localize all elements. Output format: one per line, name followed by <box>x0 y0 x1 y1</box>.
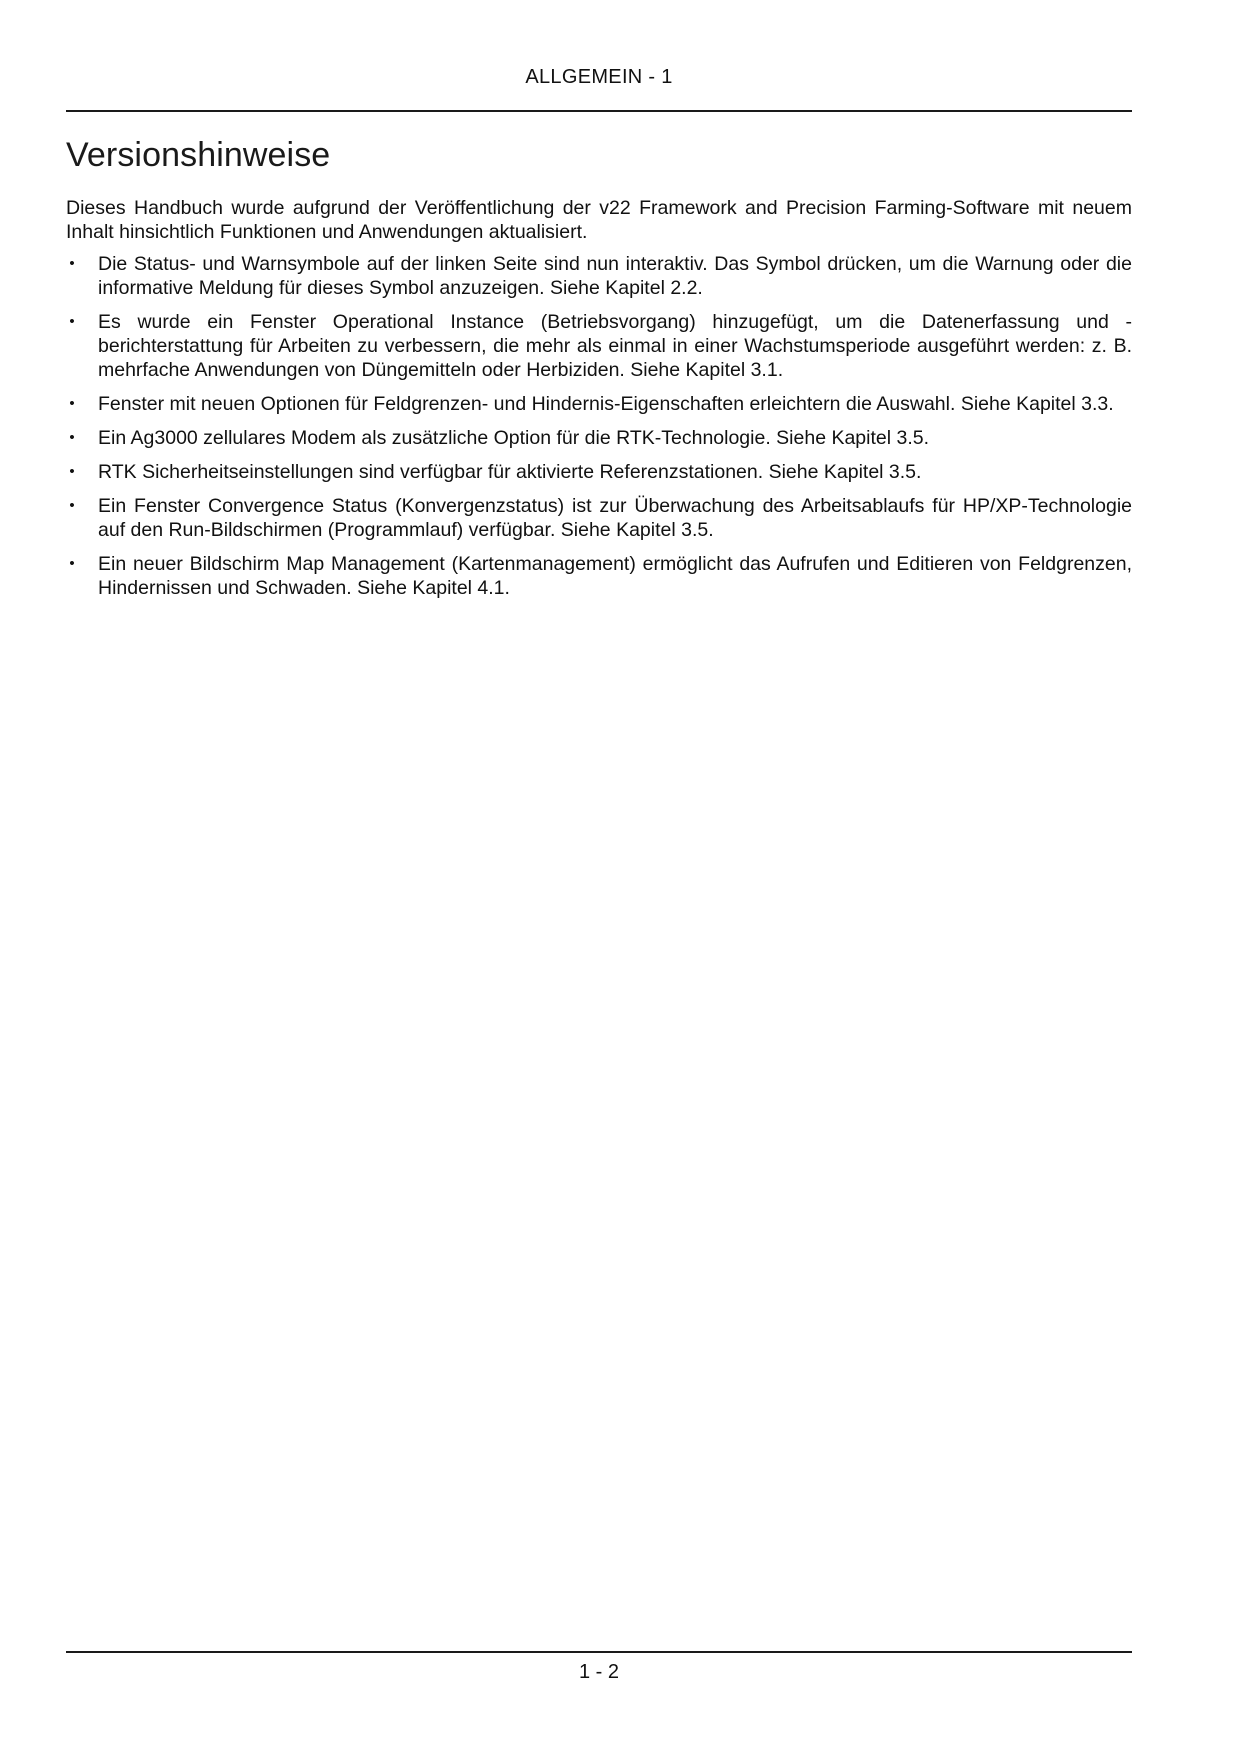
bullet-icon: • <box>69 463 75 480</box>
bullet-icon: • <box>69 497 75 514</box>
list-item <box>66 310 1132 382</box>
bullet-icon: • <box>69 255 75 272</box>
page-header: ALLGEMEIN - 1 <box>525 66 673 88</box>
list-item <box>66 460 1132 484</box>
list-item <box>66 252 1132 300</box>
page-title: Versionshinweise <box>66 136 331 174</box>
list-item <box>66 494 1132 542</box>
document-body <box>66 196 1132 610</box>
page-number: 1 - 2 <box>578 1661 620 1683</box>
list-item-text: Es wurde ein Fenster Operational Instance (Betriebsvorgang) hinzugefügt, um die Datenerfassung und -berichterstattung für Arbeiten zu verbessern, die mehr als einmal in einer Wachstumsperiode ausgeführt werden: z. B. mehrfache Anwendungen von Düngemitteln oder Herbiziden. Siehe Kapitel 3.1. <box>98 311 1132 381</box>
footer-divider <box>66 1651 1132 1653</box>
list-item <box>66 552 1132 600</box>
bullet-icon: • <box>69 395 75 412</box>
list-item-text: Ein Ag3000 zellulares Modem als zusätzliche Option für die RTK-Technologie. Siehe Kapitel 3.5. <box>98 427 930 449</box>
list-item <box>66 392 1132 416</box>
list-item-text: RTK Sicherheitseinstellungen sind verfügbar für aktivierte Referenzstationen. Siehe Kapitel 3.5. <box>98 461 922 483</box>
list-item-text: Fenster mit neuen Optionen für Feldgrenzen- und Hindernis-Eigenschaften erleichtern die Auswahl. Siehe Kapitel 3.3. <box>98 393 1114 415</box>
bullet-icon: • <box>69 429 75 446</box>
bullet-icon: • <box>69 555 75 572</box>
list-item-text: Die Status- und Warnsymbole auf der linken Seite sind nun interaktiv. Das Symbol drücken, um die Warnung oder die informative Meldung für dieses Symbol anzuzeigen. Siehe Kapitel 2.2. <box>98 253 1132 299</box>
intro-paragraph: Dieses Handbuch wurde aufgrund der Veröffentlichung der v22 Framework and Precision Farming-Software mit neuem Inhalt hinsichtlich Funktionen und Anwendungen aktualisiert. <box>66 197 1132 243</box>
release-notes-list <box>66 252 1132 600</box>
list-item-text: Ein neuer Bildschirm Map Management (Kartenmanagement) ermöglicht das Aufrufen und Editieren von Feldgrenzen, Hindernissen und Schwaden. Siehe Kapitel 4.1. <box>98 553 1132 599</box>
bullet-icon: • <box>69 313 75 330</box>
header-divider <box>66 110 1132 112</box>
list-item <box>66 426 1132 450</box>
list-item-text: Ein Fenster Convergence Status (Konvergenzstatus) ist zur Überwachung des Arbeitsablaufs für HP/XP-Technologie auf den Run-Bildschirmen (Programmlauf) verfügbar. Siehe Kapitel 3.5. <box>98 495 1132 541</box>
